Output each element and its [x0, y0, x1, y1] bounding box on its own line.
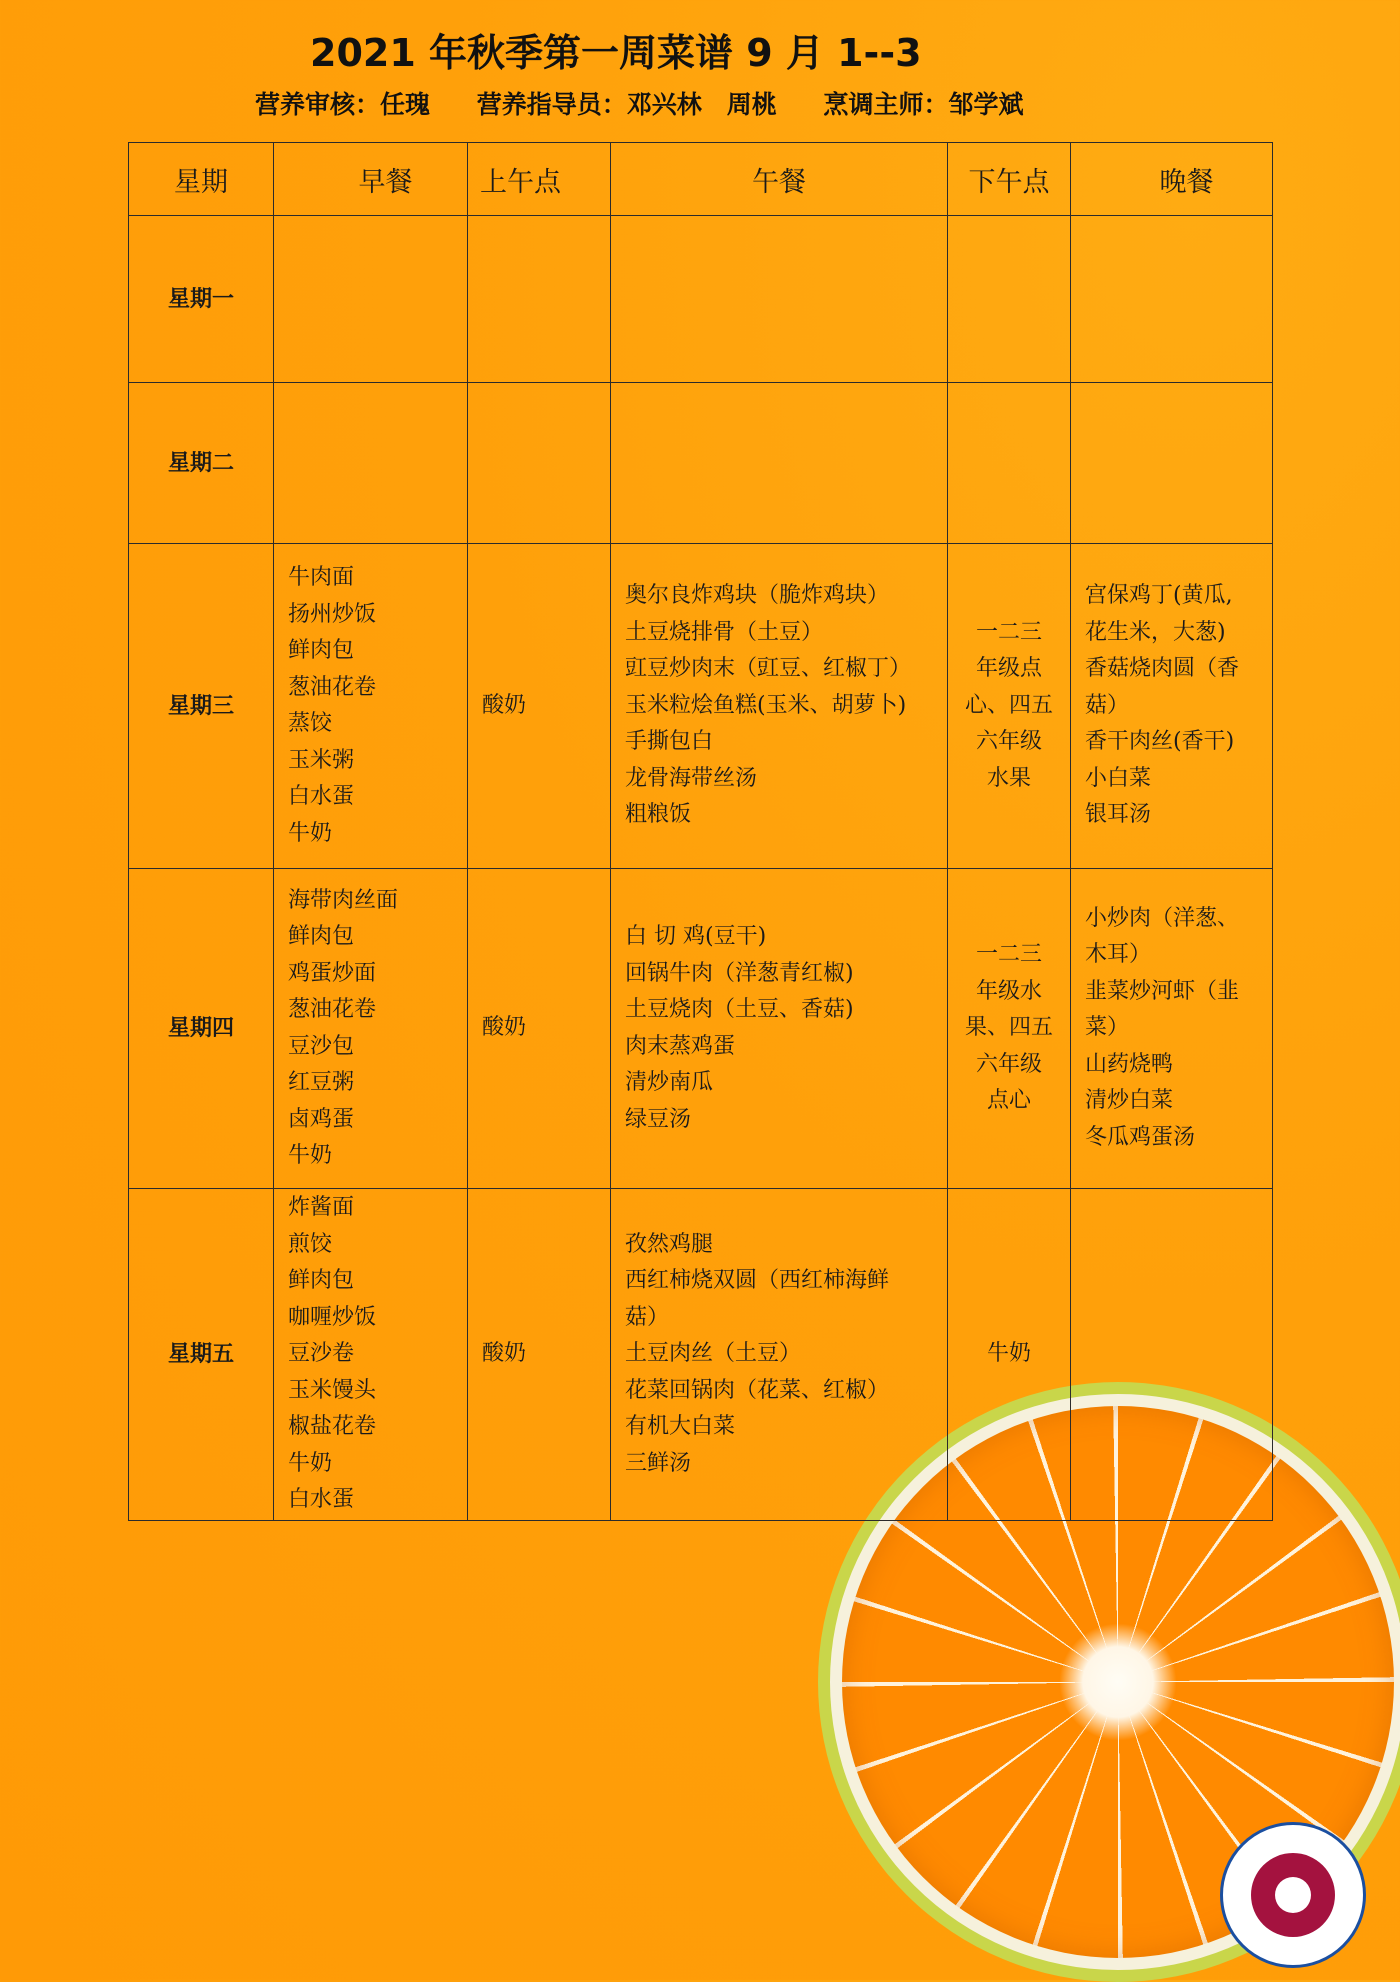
menu-item: 红豆粥 [288, 1070, 355, 1095]
head-chef: 烹调主师：邹学斌 [823, 90, 1024, 119]
menu-item: 小炒肉（洋葱、 [1085, 905, 1240, 931]
afternoon-snack-cell [948, 544, 1071, 869]
menu-item: 花生米，大葱) [1085, 619, 1226, 645]
menu-item: 孜然鸡腿 [625, 1231, 714, 1257]
menu-item: 银耳汤 [1085, 802, 1152, 828]
menu-row [129, 869, 1273, 1189]
menu-row [129, 1189, 1273, 1521]
menu-item: 一二三 [975, 942, 1042, 968]
morning-snack-cell [468, 544, 611, 869]
menu-item: 玉米粥 [288, 747, 355, 773]
menu-item: 牛肉面 [288, 565, 355, 590]
menu-item: 龙骨海带丝汤 [625, 765, 758, 791]
header-breakfast: 早餐 [274, 143, 468, 216]
menu-item: 扬州炒饭 [288, 601, 377, 627]
menu-item: 鸡蛋炒面 [288, 960, 377, 986]
lunch-cell [611, 544, 948, 869]
lunch-cell [611, 216, 948, 383]
menu-item: 有机大白菜 [625, 1414, 736, 1440]
menu-item: 六年级 [975, 729, 1042, 755]
menu-item: 鲜肉包 [288, 638, 355, 663]
menu-item: 点心 [986, 1088, 1031, 1114]
day-cell: 星期二 [129, 383, 274, 544]
staff-line [255, 85, 1023, 121]
breakfast-cell [274, 869, 468, 1189]
morning-snack-cell [468, 383, 611, 544]
menu-item: 西红柿烧双圆（西红柿海鲜 [625, 1268, 890, 1294]
menu-item: 白水蛋 [288, 1487, 355, 1513]
lunch-cell [611, 869, 948, 1189]
breakfast-cell [274, 216, 468, 383]
dinner-cell [1071, 1189, 1273, 1521]
header-morning-snack: 上午点 [468, 143, 611, 216]
menu-item: 葱油花卷 [288, 674, 377, 700]
menu-item: 酸奶 [482, 1015, 527, 1041]
menu-item: 牛奶 [288, 1450, 333, 1476]
menu-item: 土豆烧排骨（土豆） [625, 619, 824, 645]
menu-item: 椒盐花卷 [288, 1414, 377, 1440]
menu-item: 牛奶 [288, 820, 333, 846]
morning-snack-cell [468, 869, 611, 1189]
menu-item: 土豆肉丝（土豆） [625, 1341, 802, 1367]
menu-item: 土豆烧肉（土豆、香菇) [625, 997, 854, 1022]
menu-item: 海带肉丝面 [288, 887, 399, 913]
afternoon-snack-cell [948, 383, 1071, 544]
menu-item: 葱油花卷 [288, 997, 377, 1022]
school-logo [1220, 1822, 1366, 1968]
day-cell: 星期三 [129, 544, 274, 869]
dinner-cell [1071, 544, 1273, 869]
menu-item: 粗粮饭 [625, 802, 692, 828]
menu-item: 煎饺 [288, 1231, 333, 1257]
breakfast-cell [274, 544, 468, 869]
menu-item: 牛奶 [288, 1143, 333, 1168]
menu-item: 心、四五 [964, 692, 1053, 718]
menu-item: 三鲜汤 [625, 1450, 692, 1476]
menu-item: 韭菜炒河虾（韭 [1085, 978, 1240, 1004]
day-cell: 星期四 [129, 869, 274, 1189]
menu-item: 清炒南瓜 [625, 1070, 714, 1095]
menu-item: 花菜回锅肉（花菜、红椒） [625, 1377, 890, 1403]
menu-item: 年级水 [975, 978, 1042, 1004]
lunch-cell [611, 1189, 948, 1521]
header-dinner: 晚餐 [1071, 143, 1273, 216]
menu-item: 肉末蒸鸡蛋 [625, 1033, 736, 1059]
menu-item: 果、四五 [964, 1015, 1053, 1041]
header-afternoon-snack: 下午点 [948, 143, 1071, 216]
menu-row [129, 544, 1273, 869]
nutrition-guides: 营养指导员：邓兴林 周桃 [476, 90, 777, 119]
menu-item: 六年级 [975, 1051, 1042, 1077]
dinner-cell [1071, 383, 1273, 544]
menu-item: 玉米粒烩鱼糕(玉米、胡萝卜) [625, 692, 907, 718]
menu-item: 山药烧鸭 [1085, 1051, 1174, 1077]
menu-item: 木耳） [1085, 942, 1152, 968]
menu-item: 酸奶 [482, 692, 527, 718]
menu-item: 奥尔良炸鸡块（脆炸鸡块） [625, 583, 890, 609]
menu-row [129, 383, 1273, 544]
menu-item: 酸奶 [482, 1341, 527, 1367]
menu-item: 蒸饺 [288, 711, 333, 736]
menu-item: 卤鸡蛋 [288, 1106, 355, 1132]
menu-item: 手撕包白 [625, 729, 714, 755]
morning-snack-cell [468, 216, 611, 383]
day-cell: 星期一 [129, 216, 274, 383]
afternoon-snack-cell [948, 216, 1071, 383]
header-day: 星期 [129, 143, 274, 216]
breakfast-cell [274, 1189, 468, 1521]
afternoon-snack-cell [948, 869, 1071, 1189]
menu-item: 绿豆汤 [625, 1106, 692, 1132]
nutrition-reviewer: 营养审核：任瑰 [255, 90, 431, 119]
breakfast-cell [274, 383, 468, 544]
menu-item: 香菇烧肉圆（香 [1085, 656, 1240, 682]
morning-snack-cell [468, 1189, 611, 1521]
header-row [129, 143, 1273, 216]
menu-item: 菇） [625, 1304, 670, 1330]
menu-item: 玉米馒头 [288, 1377, 377, 1403]
menu-item: 香干肉丝(香干) [1085, 729, 1235, 755]
menu-item: 回锅牛肉（洋葱青红椒) [625, 960, 854, 986]
logo-emblem [1251, 1853, 1335, 1937]
header-lunch: 午餐 [611, 143, 948, 216]
menu-item: 豆沙卷 [288, 1341, 355, 1367]
menu-item: 小白菜 [1085, 765, 1152, 791]
dinner-cell [1071, 869, 1273, 1189]
lunch-cell [611, 383, 948, 544]
menu-item: 宫保鸡丁(黄瓜, [1085, 583, 1233, 609]
menu-item: 白 切 鸡(豆干) [625, 924, 767, 949]
menu-item: 炸酱面 [288, 1195, 355, 1221]
day-cell: 星期五 [129, 1189, 274, 1521]
menu-item: 牛奶 [986, 1341, 1031, 1367]
menu-item: 豆沙包 [288, 1033, 355, 1059]
afternoon-snack-cell [948, 1189, 1071, 1521]
menu-item: 冬瓜鸡蛋汤 [1085, 1124, 1196, 1150]
dinner-cell [1071, 216, 1273, 383]
menu-item: 鲜肉包 [288, 924, 355, 949]
menu-item: 咖喱炒饭 [288, 1304, 377, 1330]
menu-item: 清炒白菜 [1085, 1088, 1174, 1114]
menu-item: 鲜肉包 [288, 1268, 355, 1294]
menu-item: 年级点 [975, 656, 1042, 682]
menu-item: 菇） [1085, 692, 1130, 718]
menu-item: 一二三 [975, 619, 1042, 645]
page-title: 2021 年秋季第一周菜谱 9 月 1--3 [310, 31, 922, 75]
menu-row [129, 216, 1273, 383]
menu-item: 菜） [1085, 1015, 1130, 1041]
menu-item: 水果 [986, 765, 1031, 791]
menu-item: 豇豆炒肉末（豇豆、红椒丁） [625, 656, 912, 682]
weekly-menu-table [128, 142, 1273, 1521]
menu-item: 白水蛋 [288, 784, 355, 809]
